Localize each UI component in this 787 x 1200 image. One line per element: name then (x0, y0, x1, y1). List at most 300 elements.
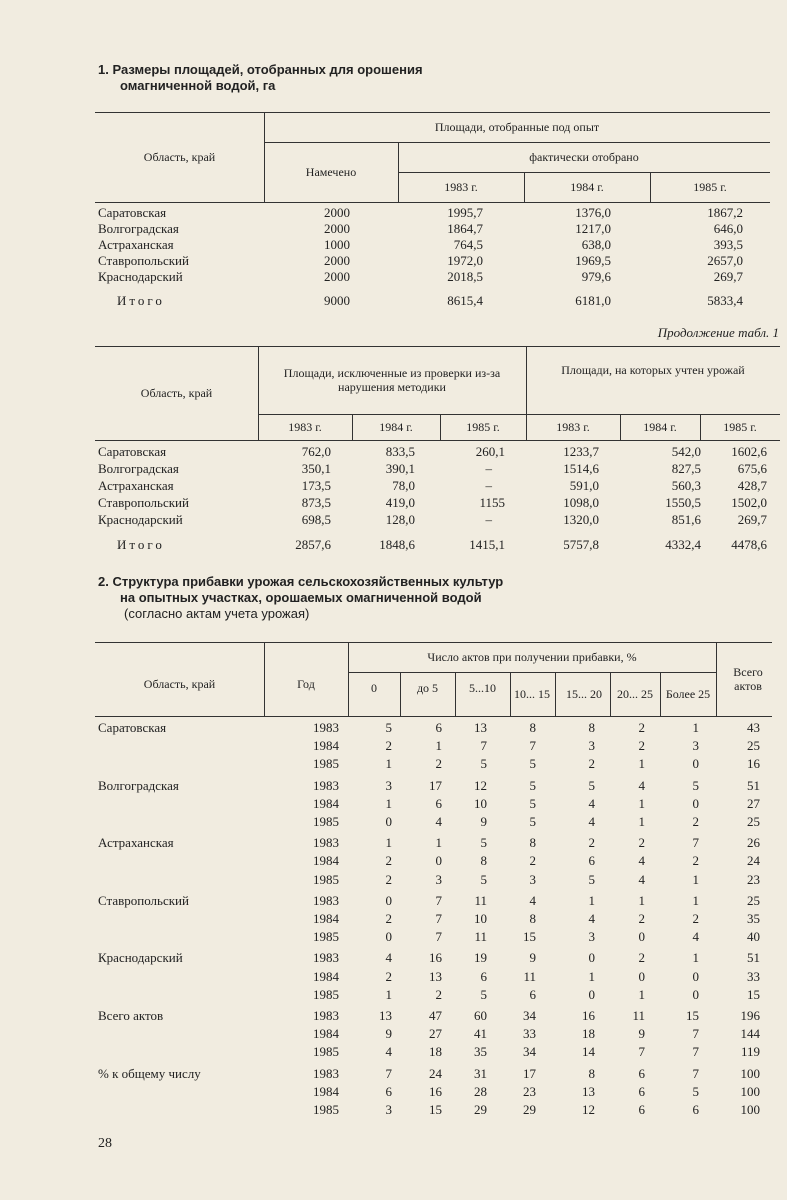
table2-cell-b5: 1 (638, 795, 645, 811)
table2-cell-b6: 7 (692, 835, 699, 851)
table2-cell-total: 33 (747, 968, 760, 984)
table2-cell-b3: 17 (523, 1065, 536, 1081)
table2-cell-b3: 23 (523, 1083, 536, 1099)
table1b-header-e1984: 1984 г. (379, 420, 413, 434)
table2-cell-b1: 4 (435, 814, 442, 829)
table2-cell-b3: 33 (523, 1026, 536, 1042)
table2-cell-b5: 2 (638, 911, 645, 926)
table2-cell-b2: 9 (480, 814, 487, 829)
table1b-cell-e1983: 873,5 (301, 495, 331, 510)
table2-header-b2: 5...10 (469, 681, 496, 695)
table1-title (98, 62, 423, 94)
table1b-cell-e1983: 350,1 (301, 461, 331, 476)
table1-cell-1985: 1867,2 (707, 205, 743, 220)
table2-cell-b2: 5 (480, 756, 487, 772)
table2-cell-b6: 7 (692, 1065, 699, 1081)
table1b-cell-region: Астраханская (98, 478, 174, 493)
table2-cell-b2: 13 (474, 720, 487, 735)
table2-cell-b5: 9 (638, 1026, 645, 1042)
table1-cell-1983: 8615,4 (447, 293, 483, 308)
table2-cell-b6: 4 (692, 929, 699, 945)
table2-row (95, 929, 787, 944)
table1b-cell-e1983: 698,5 (301, 512, 331, 527)
table2-cell-b0: 2 (385, 968, 392, 984)
table2-header-b5: 20... 25 (617, 687, 653, 701)
table1-cell-1983: 1864,7 (447, 221, 483, 236)
table1b-cell-h1984: 560,3 (671, 478, 701, 493)
table2-cell-b1: 27 (429, 1026, 442, 1042)
table1b-row (95, 461, 787, 476)
table2-header-year: Год (297, 677, 315, 691)
table2-cell-b4: 2 (588, 835, 595, 851)
table2-row (95, 1008, 787, 1023)
table2-cell-b0: 1 (385, 986, 392, 1002)
table1-title-line1: 1. Размеры площадей, отобранных для орошения (98, 62, 423, 77)
table2-cell-b0: 9 (385, 1026, 392, 1042)
table2-cell-b1: 0 (435, 853, 442, 869)
table2-cell-year: 1985 (313, 814, 339, 829)
table1b-cell-h1985: 1502,0 (731, 495, 767, 510)
table2-cell-year: 1984 (313, 738, 339, 754)
table2-row (95, 987, 787, 1002)
table1-cell-1985: 646,0 (713, 221, 743, 236)
table2-cell-b2: 8 (480, 853, 487, 869)
table1b-cell-region: Саратовская (98, 444, 167, 459)
table2-cell-b1: 13 (429, 968, 442, 984)
table1-cell-1983: 1995,7 (447, 205, 483, 220)
table2-cell-b6: 2 (692, 853, 699, 869)
table2-cell-year: 1984 (313, 911, 339, 926)
table1-cell-planned: 2000 (324, 205, 350, 220)
table2-cell-b0: 1 (385, 756, 392, 772)
table2-cell-b1: 1 (435, 738, 442, 754)
table2-cell-b1: 16 (429, 950, 442, 966)
table2-cell-b6: 5 (692, 777, 699, 793)
table2-cell-year: 1985 (313, 1102, 339, 1117)
table1b-cell-e1985: 260,1 (475, 444, 505, 459)
table1-row (95, 253, 787, 268)
table1b-header-e1983: 1983 г. (288, 420, 322, 434)
table1-header-1983: 1983 г. (444, 180, 478, 194)
table2-cell-year: 1984 (313, 853, 339, 869)
table2-cell-b4: 8 (588, 720, 595, 735)
table2-cell-b1: 7 (435, 911, 442, 926)
table2-cell-b4: 4 (588, 795, 595, 811)
table2-cell-b0: 2 (385, 911, 392, 926)
table1b-cell-h1985: 675,6 (737, 461, 767, 476)
table2-cell-year: 1984 (313, 1026, 339, 1042)
table2-cell-b4: 18 (582, 1026, 595, 1042)
table2-cell-b0: 3 (385, 777, 392, 793)
table2-cell-b2: 6 (480, 968, 487, 984)
table2-cell-b0: 1 (385, 835, 392, 851)
table1-title-line2: омагниченной водой, га (120, 78, 276, 93)
table1-cell-planned: 2000 (324, 269, 350, 284)
table2-cell-b4: 4 (588, 911, 595, 926)
table1-cell-planned: 1000 (324, 237, 350, 252)
table2-cell-total: 100 (740, 1065, 760, 1081)
table1b-cell-e1985: – (485, 461, 492, 476)
table2-cell-b1: 47 (429, 1008, 442, 1023)
table2-cell-total: 100 (740, 1102, 760, 1117)
table2-row (95, 1102, 787, 1117)
table2-cell-year: 1983 (313, 1065, 339, 1081)
table2-cell-b5: 11 (632, 1008, 645, 1023)
table2-cell-b1: 1 (435, 835, 442, 851)
table2-title (98, 574, 503, 622)
table2-cell-b2: 5 (480, 871, 487, 887)
table1-header-actual: фактически отобрано (529, 150, 639, 164)
table1-cell-1983: 1972,0 (447, 253, 483, 268)
table2-cell-b3: 8 (529, 720, 536, 735)
table1b-row (95, 478, 787, 493)
table2-cell-b5: 6 (638, 1102, 645, 1117)
table1b-cell-e1984: 128,0 (385, 512, 415, 527)
table2-cell-b4: 13 (582, 1083, 595, 1099)
table1b-cell-h1983: 1514,6 (563, 461, 599, 476)
table1b-cell-e1985: 1415,1 (469, 537, 505, 552)
table1b-cell-h1985: 269,7 (737, 512, 767, 527)
table1-cell-region: Волгоградская (98, 221, 179, 236)
table2-cell-year: 1985 (313, 756, 339, 772)
table2-cell-b0: 13 (379, 1008, 392, 1023)
table1-cell-region: Астраханская (98, 237, 174, 252)
table2-cell-b2: 28 (474, 1083, 487, 1099)
table1b-cell-e1983: 2857,6 (295, 537, 331, 552)
table2-cell-b3: 7 (529, 738, 536, 754)
table2-cell-b2: 7 (480, 738, 487, 754)
table1-cell-1984: 1376,0 (575, 205, 611, 220)
table2-header-region: Область, край (143, 677, 216, 691)
table2-row (95, 738, 787, 753)
table2-cell-total: 26 (747, 835, 760, 851)
table2-cell-b4: 16 (582, 1008, 595, 1023)
table2-cell-b0: 4 (385, 1044, 392, 1060)
table2-cell-region: Всего актов (98, 1008, 164, 1023)
table2-cell-b4: 8 (588, 1065, 595, 1081)
table2-cell-b3: 5 (529, 814, 536, 829)
table1b-header-harvest: Площади, на которых учтен урожай (561, 363, 745, 377)
table2-cell-b6: 0 (692, 756, 699, 772)
table2-cell-b2: 19 (474, 950, 487, 966)
table2-cell-b4: 0 (588, 950, 595, 966)
table1-cell-1985: 269,7 (713, 269, 743, 284)
table1-cell-1984: 979,6 (581, 269, 611, 284)
table2-cell-b1: 17 (429, 777, 442, 793)
table2-cell-total: 144 (740, 1026, 760, 1042)
table1-cell-region: Краснодарский (98, 269, 183, 284)
table2-cell-b2: 12 (474, 777, 487, 793)
table2-cell-b3: 11 (523, 968, 536, 984)
table1b-row (95, 444, 787, 459)
table1-cell-region: Саратовская (98, 205, 167, 220)
table1b-header-e1985: 1985 г. (466, 420, 500, 434)
table2-cell-b6: 15 (686, 1008, 699, 1023)
table2-vrule-7 (555, 672, 556, 716)
table2-cell-year: 1983 (313, 777, 339, 793)
table2-cell-b1: 15 (429, 1102, 442, 1117)
table2-header-b3: 10... 15 (514, 687, 550, 701)
table2-cell-b4: 4 (588, 814, 595, 829)
table1-cell-1984: 6181,0 (575, 293, 611, 308)
table2-cell-b0: 5 (385, 720, 392, 735)
table2-cell-b1: 7 (435, 892, 442, 908)
table2-cell-region: Астраханская (98, 835, 174, 851)
table1-cell-1984: 638,0 (581, 237, 611, 252)
table2-cell-b2: 35 (474, 1044, 487, 1060)
table2-cell-year: 1983 (313, 1008, 339, 1023)
table2-cell-total: 35 (747, 911, 760, 926)
table2-cell-b4: 2 (588, 756, 595, 772)
table1b-cell-region: Волгоградская (98, 461, 179, 476)
table1-header-bottom-rule (95, 202, 770, 203)
table1-header-planned: Намечено (305, 165, 357, 179)
table1b-cell-e1984: 833,5 (385, 444, 415, 459)
table2-cell-year: 1985 (313, 986, 339, 1002)
table2-cell-b0: 7 (385, 1065, 392, 1081)
table1b-cell-e1983: 762,0 (301, 444, 331, 459)
table2-cell-b4: 0 (588, 986, 595, 1002)
table2-cell-total: 100 (740, 1083, 760, 1099)
table2-cell-region: Краснодарский (98, 950, 183, 966)
table2-cell-b3: 9 (529, 950, 536, 966)
table2-cell-b3: 34 (523, 1008, 536, 1023)
table2-cell-total: 51 (747, 777, 760, 793)
table2-cell-b4: 3 (588, 738, 595, 754)
table2-cell-b3: 8 (529, 911, 536, 926)
table2-cell-b3: 3 (529, 871, 536, 887)
table1b-cell-e1984: 78,0 (392, 478, 415, 493)
table2-cell-b2: 60 (474, 1008, 487, 1023)
table2-cell-total: 25 (747, 892, 760, 908)
table2-cell-b5: 0 (638, 968, 645, 984)
table2-cell-b5: 4 (638, 777, 645, 793)
table2-row (95, 796, 787, 811)
table1b-cell-e1983: 173,5 (301, 478, 331, 493)
table2-cell-year: 1983 (313, 720, 339, 735)
table2-cell-b4: 12 (582, 1102, 595, 1117)
table2-cell-b6: 7 (692, 1026, 699, 1042)
table1b-cell-e1985: 1155 (479, 495, 505, 510)
table2-cell-total: 25 (747, 738, 760, 754)
table2-cell-b0: 6 (385, 1083, 392, 1099)
table2-row (95, 911, 787, 926)
table2-cell-total: 27 (747, 795, 760, 811)
table1-header-region: Область, край (143, 150, 216, 164)
table2-vrule-6 (510, 672, 511, 716)
table2-cell-b2: 10 (474, 795, 487, 811)
table2-cell-b4: 5 (588, 871, 595, 887)
table2-cell-b3: 5 (529, 795, 536, 811)
table2-cell-b3: 5 (529, 777, 536, 793)
table1b-cell-h1984: 4332,4 (665, 537, 701, 552)
table2-row (95, 814, 787, 829)
table1b-cell-h1983: 1233,7 (563, 444, 599, 459)
table1b-cell-h1983: 1098,0 (563, 495, 599, 510)
table2-cell-b5: 7 (638, 1044, 645, 1060)
table1-cell-region: Итого (117, 293, 165, 308)
table1-cell-1983: 2018,5 (447, 269, 483, 284)
table2-header-b6: Более 25 (665, 687, 711, 701)
table2-cell-b0: 4 (385, 950, 392, 966)
table1b-header-h1984: 1984 г. (643, 420, 677, 434)
table2-cell-b3: 4 (529, 892, 536, 908)
table2-cell-b1: 2 (435, 986, 442, 1002)
table2-cell-total: 15 (747, 986, 760, 1002)
table2-cell-b4: 1 (588, 968, 595, 984)
table1-cell-1983: 764,5 (453, 237, 483, 252)
table2-cell-b6: 0 (692, 795, 699, 811)
table2-header-total: Всего актов (733, 665, 763, 693)
table1-row (95, 237, 787, 252)
table2-cell-b6: 2 (692, 814, 699, 829)
table2-row (95, 1044, 787, 1059)
table2-header-group: Число актов при получении прибавки, % (427, 650, 637, 664)
table2-cell-total: 51 (747, 950, 760, 966)
table1b-cell-h1985: 1602,6 (731, 444, 767, 459)
table1b-cell-h1984: 851,6 (671, 512, 701, 527)
table2-cell-b6: 2 (692, 911, 699, 926)
table1b-cell-e1985: – (485, 512, 492, 527)
table2-cell-b2: 11 (474, 892, 487, 908)
table2-cell-b5: 6 (638, 1065, 645, 1081)
table2-cell-b6: 1 (692, 950, 699, 966)
page-number: 28 (98, 1136, 112, 1151)
table2-cell-b1: 24 (429, 1065, 442, 1081)
table2-cell-b2: 31 (474, 1065, 487, 1081)
table2-row (95, 778, 787, 793)
table1b-cell-e1984: 1848,6 (379, 537, 415, 552)
table2-row (95, 853, 787, 868)
table2-cell-b2: 5 (480, 835, 487, 851)
table2-cell-b1: 18 (429, 1044, 442, 1060)
table2-cell-b0: 0 (385, 892, 392, 908)
table2-cell-b0: 0 (385, 929, 392, 945)
table2-cell-year: 1985 (313, 929, 339, 945)
table2-cell-region: % к общему числу (98, 1065, 201, 1081)
table2-cell-b6: 1 (692, 720, 699, 735)
table2-cell-b0: 3 (385, 1102, 392, 1117)
table2-cell-b6: 5 (692, 1083, 699, 1099)
table1b-cell-e1984: 419,0 (385, 495, 415, 510)
table2-cell-b0: 1 (385, 795, 392, 811)
table2-cell-b5: 1 (638, 756, 645, 772)
table1b-total-row (95, 537, 787, 552)
table2-cell-b0: 0 (385, 814, 392, 829)
table1-cell-1985: 2657,0 (707, 253, 743, 268)
table2-cell-b3: 5 (529, 756, 536, 772)
table2-cell-year: 1983 (313, 950, 339, 966)
table1b-row (95, 495, 787, 510)
table2-cell-b3: 15 (523, 929, 536, 945)
table2-cell-total: 16 (747, 756, 760, 772)
table2-cell-region: Саратовская (98, 720, 167, 735)
table2-cell-b1: 3 (435, 871, 442, 887)
table2-cell-b1: 16 (429, 1083, 442, 1099)
table1b-cell-h1985: 428,7 (737, 478, 767, 493)
table1b-header-region: Область, край (140, 386, 213, 400)
table2-cell-b3: 8 (529, 835, 536, 851)
table2-cell-b6: 7 (692, 1044, 699, 1060)
table2-cell-region: Ставропольский (98, 892, 189, 908)
table1b-cell-h1983: 1320,0 (563, 512, 599, 527)
table2-cell-b6: 0 (692, 968, 699, 984)
table2-cell-year: 1985 (313, 1044, 339, 1060)
table1b-cell-h1984: 1550,5 (665, 495, 701, 510)
table2-cell-b5: 0 (638, 929, 645, 945)
table1-header-group: Площади, отобранные под опыт (434, 120, 600, 134)
table1b-cell-h1984: 827,5 (671, 461, 701, 476)
table2-cell-b3: 29 (523, 1102, 536, 1117)
table2-cell-b1: 6 (435, 795, 442, 811)
table2-cell-year: 1983 (313, 835, 339, 851)
table1-cell-1984: 1217,0 (575, 221, 611, 236)
table2-cell-b5: 1 (638, 892, 645, 908)
table2-row (95, 950, 787, 965)
table2-cell-total: 43 (747, 720, 760, 735)
table2-cell-b0: 2 (385, 853, 392, 869)
table2-title-line3: (согласно актам учета урожая) (124, 606, 310, 621)
table1-header-1985: 1985 г. (693, 180, 727, 194)
table2-cell-b2: 10 (474, 911, 487, 926)
table1-cell-region: Ставропольский (98, 253, 189, 268)
table2-cell-b5: 6 (638, 1083, 645, 1099)
table2-cell-b1: 7 (435, 929, 442, 945)
table2-row (95, 756, 787, 771)
table1-row (95, 221, 787, 236)
table1-cell-1984: 1969,5 (575, 253, 611, 268)
table2-cell-b4: 5 (588, 777, 595, 793)
table1-cell-planned: 2000 (324, 253, 350, 268)
table2-cell-b6: 1 (692, 871, 699, 887)
table2-cell-b4: 1 (588, 892, 595, 908)
table2-cell-year: 1983 (313, 892, 339, 908)
table2-row (95, 1084, 787, 1099)
table2-cell-b5: 2 (638, 835, 645, 851)
table2-cell-total: 25 (747, 814, 760, 829)
table2-cell-b6: 6 (692, 1102, 699, 1117)
table2-cell-region: Волгоградская (98, 777, 179, 793)
table2-row (95, 1026, 787, 1041)
table2-cell-b6: 0 (692, 986, 699, 1002)
table2-cell-b4: 3 (588, 929, 595, 945)
table1b-caption: Продолжение табл. 1 (657, 325, 779, 340)
table2-cell-total: 23 (747, 871, 760, 887)
table1b-header-bottom-rule (95, 440, 780, 441)
table2-row (95, 969, 787, 984)
table2-cell-b1: 2 (435, 756, 442, 772)
table2-cell-b1: 6 (435, 720, 442, 735)
table2-title-line1: 2. Структура прибавки урожая сельскохозяйственных культур (98, 574, 504, 589)
table1b-header-excluded: Площади, исключенные из проверки из-за нарушения методики (283, 366, 501, 394)
table2-cell-b3: 2 (529, 853, 536, 869)
table2-vrule-8 (610, 672, 611, 716)
table2-cell-b5: 4 (638, 853, 645, 869)
table2-cell-b2: 11 (474, 929, 487, 945)
table2-cell-b4: 6 (588, 853, 595, 869)
table2-cell-year: 1984 (313, 795, 339, 811)
table2-row (95, 835, 787, 850)
table2-cell-year: 1984 (313, 1083, 339, 1099)
table1-header-1984: 1984 г. (570, 180, 604, 194)
table2-cell-b5: 1 (638, 986, 645, 1002)
table1b-cell-e1985: – (485, 478, 492, 493)
table2-title-line2: на опытных участках, орошаемых омагниченной водой (120, 590, 482, 605)
table1b-cell-h1985: 4478,6 (731, 537, 767, 552)
table2-cell-b3: 34 (523, 1044, 536, 1060)
table1b-cell-region: Краснодарский (98, 512, 183, 527)
table1b-cell-e1984: 390,1 (385, 461, 415, 476)
